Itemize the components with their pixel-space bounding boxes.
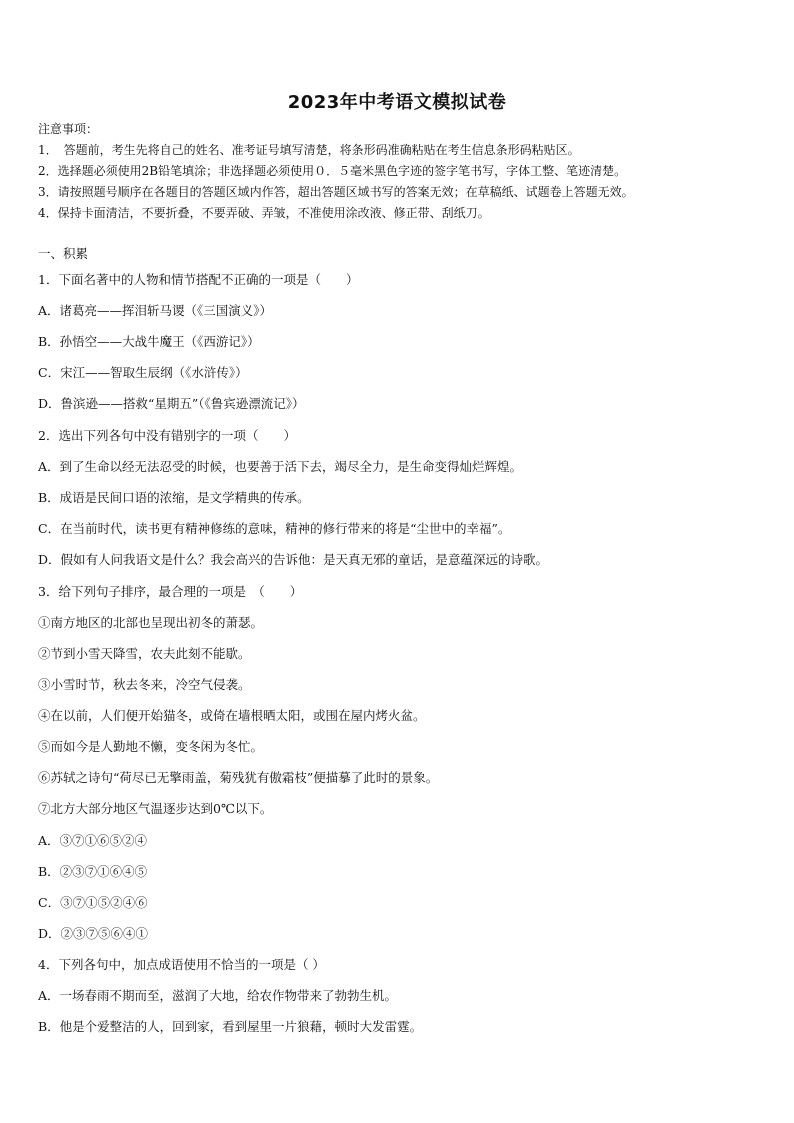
question-3-option-a: A．③⑦①⑥⑤②④ <box>38 833 148 848</box>
question-1-option-b: B．孙悟空——大战牛魔王（《西游记》） <box>38 334 260 349</box>
question-3-sentence-4: ④在以前，人们便开始猫冬，或倚在墙根晒太阳，或围在屋内烤火盆。 <box>38 708 426 723</box>
question-1-stem: 1．下面名著中的人物和情节搭配不正确的一项是（ ） <box>38 272 359 287</box>
question-2-option-c: C．在当前时代，读书更有精神修练的意味，精神的修行带来的将是“尘世中的幸福”。 <box>38 521 511 536</box>
question-1-option-c: C．宋江——智取生辰纲（《水浒传》） <box>38 365 248 380</box>
question-3-sentence-5: ⑤而如今是人勤地不懒，变冬闲为冬忙。 <box>38 739 264 754</box>
question-3-sentence-6: ⑥苏轼之诗句“荷尽已无擎雨盖，菊残犹有傲霜枝”便描摹了此时的景象。 <box>38 770 439 785</box>
question-2-option-a: A．到了生命以经无法忍受的时候，也要善于活下去，竭尽全力，是生命变得灿烂辉煌。 <box>38 459 523 474</box>
notice-heading: 注意事项： <box>38 122 99 136</box>
notice-item-1: 1． 答题前，考生先将自己的姓名、准考证号填写清楚，将条形码准确粘贴在考生信息条形码粘贴区。 <box>38 143 580 157</box>
question-4-option-b: B．他是个爱整洁的人，回到家，看到屋里一片狼藉，顿时大发雷霆。 <box>38 1019 423 1034</box>
question-4-option-a: A．一场春雨不期而至，滋润了大地，给农作物带来了勃勃生机。 <box>38 988 398 1003</box>
question-1-option-d: D．鲁滨逊——搭救“星期五”（《鲁宾逊漂流记》） <box>38 396 305 411</box>
question-3-option-b: B．②③⑦①⑥④⑤ <box>38 864 148 879</box>
question-3-option-d: D．②③⑦⑤⑥④① <box>38 926 149 941</box>
question-1-option-a: A．诸葛亮——挥泪斩马谡（《三国演义》） <box>38 303 273 318</box>
question-2-option-d: D．假如有人问我语文是什么？我会高兴的告诉他：是天真无邪的童话，是意蕴深远的诗歌。 <box>38 552 549 567</box>
question-3-sentence-7: ⑦北方大部分地区气温逐步达到0℃以下。 <box>38 801 273 816</box>
question-4-stem: 4．下列各句中，加点成语使用不恰当的一项是（ ） <box>38 957 325 972</box>
question-2-stem: 2．选出下列各句中没有错别字的一项（ ） <box>38 428 296 443</box>
question-3-stem: 3．给下列句子排序，最合理的一项是 （ ） <box>38 584 303 599</box>
notice-item-2: 2．选择题必须使用2B铅笔填涂；非选择题必须使用０．５毫米黑色字迹的签字笔书写，字体工整、笔迹清楚。 <box>38 164 627 178</box>
notice-item-3: 3．请按照题号顺序在各题目的答题区域内作答，超出答题区域书写的答案无效；在草稿纸、试题卷上答题无效。 <box>38 185 634 199</box>
question-3-sentence-2: ②节到小雪天降雪，农夫此刻不能歇。 <box>38 646 251 661</box>
exam-title: 2023年中考语文模拟试卷 <box>287 92 507 113</box>
question-3-sentence-1: ①南方地区的北部也呈现出初冬的萧瑟。 <box>38 615 264 630</box>
notice-item-4: 4．保持卡面清洁，不要折叠，不要弄破、弄皱，不准使用涂改液、修正带、刮纸刀。 <box>38 206 490 220</box>
question-3-option-c: C．③⑦①⑤②④⑥ <box>38 895 148 910</box>
question-2-option-b: B．成语是民间口语的浓缩，是文学精典的传承。 <box>38 490 310 505</box>
question-3-sentence-3: ③小雪时节，秋去冬来，冷空气侵袭。 <box>38 677 251 692</box>
section-heading: 一、积累 <box>38 246 89 261</box>
